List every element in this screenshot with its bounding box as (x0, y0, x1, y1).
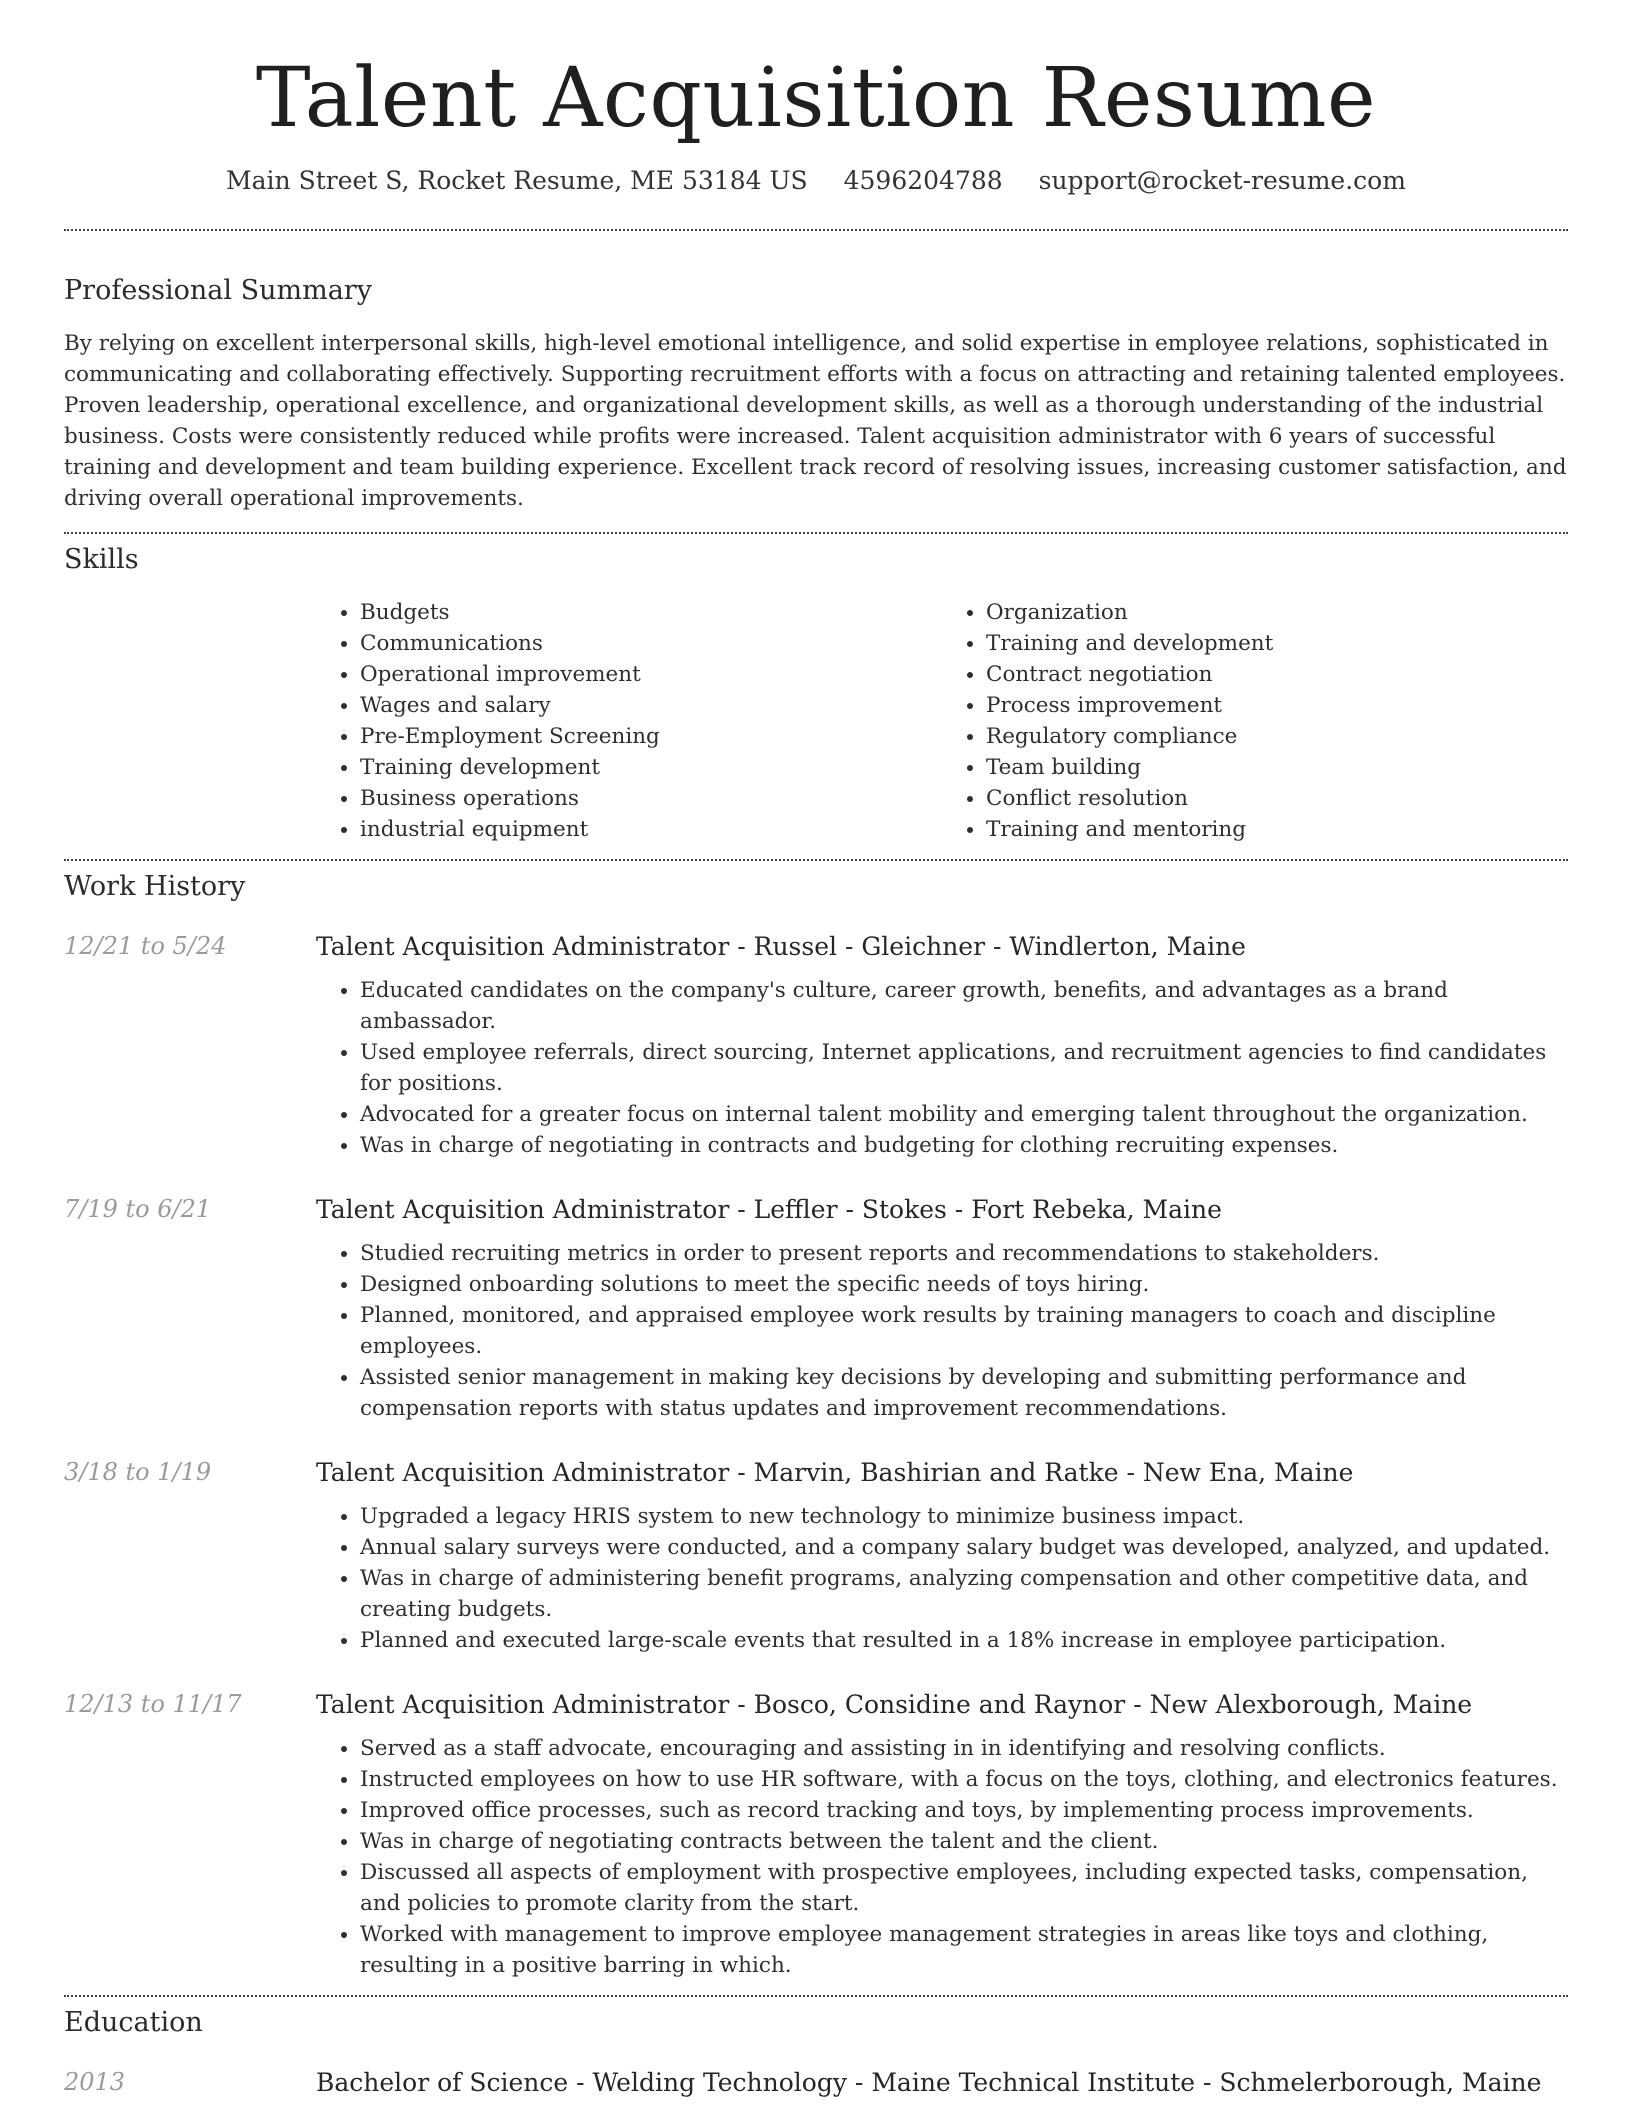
skill-item: • Budgets (360, 597, 942, 628)
skills-list-left (316, 597, 942, 845)
skill-item: • Pre-Employment Screening (360, 721, 942, 752)
job-entry (64, 1458, 1568, 1656)
work-section (64, 861, 1568, 1981)
job-bullet: • Assisted senior management in making key decisions by developing and submitting performance and compensation reports with status updates and improvement recommendations. (360, 1362, 1568, 1424)
skills-section (64, 534, 1568, 845)
job-body (316, 1458, 1568, 1656)
skill-item: • Team building (986, 752, 1568, 783)
summary-heading: Professional Summary (64, 275, 372, 307)
job-bullets (316, 975, 1568, 1161)
job-bullet: • Improved office processes, such as record tracking and toys, by implementing process improvements. (360, 1795, 1568, 1826)
skill-item: • Wages and salary (360, 690, 942, 721)
summary-section (64, 231, 1568, 514)
job-dates: 7/19 to 6/21 (64, 1195, 212, 1224)
job-title: Talent Acquisition Administrator - Russel - Gleichner - Windlerton, Maine (316, 932, 1246, 962)
skills-heading: Skills (64, 544, 139, 576)
skill-item: • Training and mentoring (986, 814, 1568, 845)
skill-item: • Regulatory compliance (986, 721, 1568, 752)
job-body (316, 932, 1568, 1161)
contact-line (64, 166, 1568, 195)
job-bullet: • Was in charge of negotiating in contracts and budgeting for clothing recruiting expenses. (360, 1130, 1568, 1161)
contact-email: support@rocket-resume.com (1038, 166, 1406, 196)
skill-item: • Process improvement (986, 690, 1568, 721)
education-body (316, 2068, 1568, 2111)
work-heading: Work History (64, 871, 246, 903)
job-entry (64, 932, 1568, 1161)
skill-item: • industrial equipment (360, 814, 942, 845)
skills-columns (316, 597, 1568, 845)
job-bullet: • Designed onboarding solutions to meet the specific needs of toys hiring. (360, 1269, 1568, 1300)
job-bullet: • Served as a staff advocate, encouraging and assisting in in identifying and resolving conflicts. (360, 1733, 1568, 1764)
job-bullet: • Discussed all aspects of employment with prospective employees, including expected tasks, compensation, and policies to promote clarity from the start. (360, 1857, 1568, 1919)
skill-item: • Conflict resolution (986, 783, 1568, 814)
job-bullet: • Instructed employees on how to use HR software, with a focus on the toys, clothing, and electronics features. (360, 1764, 1568, 1795)
contact-phone: 4596204788 (843, 166, 1003, 196)
education-entry (64, 2068, 1568, 2111)
job-bullet: • Was in charge of negotiating contracts between the talent and the client. (360, 1826, 1568, 1857)
skill-item: • Business operations (360, 783, 942, 814)
job-bullet: • Advocated for a greater focus on internal talent mobility and emerging talent throughout the organization. (360, 1099, 1568, 1130)
education-year: 2013 (64, 2068, 126, 2097)
education-heading: Education (64, 2007, 203, 2039)
summary-text: By relying on excellent interpersonal skills, high-level emotional intelligence, and solid expertise in employee relations, sophisticated in communicating and collaborating effectively. Supporting recruitment efforts with a focus on attracting and retaining talented employees. Proven leadership, operational excellence, and organizational development skills, as well as a thorough understanding of the industrial business. Costs were consistently reduced while profits were increased. Talent acquisition administrator with 6 years of successful training and development and team building experience. Excellent track record of resolving issues, increasing customer satisfaction, and driving overall operational improvements. (64, 331, 1567, 512)
job-bullet: • Was in charge of administering benefit programs, analyzing compensation and other competitive data, and creating budgets. (360, 1563, 1568, 1625)
job-bullet: • Studied recruiting metrics in order to present reports and recommendations to stakeholders. (360, 1238, 1568, 1269)
job-bullet: • Planned and executed large-scale events that resulted in a 18% increase in employee participation. (360, 1625, 1568, 1656)
job-bullet: • Used employee referrals, direct sourcing, Internet applications, and recruitment agencies to find candidates for positions. (360, 1037, 1568, 1099)
skill-item: • Organization (986, 597, 1568, 628)
skills-list-right (942, 597, 1568, 845)
job-body (316, 1690, 1568, 1981)
job-bullets (316, 1733, 1568, 1981)
job-bullet: • Educated candidates on the company's culture, career growth, benefits, and advantages as a brand ambassador. (360, 975, 1568, 1037)
skill-item: • Operational improvement (360, 659, 942, 690)
job-title: Talent Acquisition Administrator - Bosco, Considine and Raynor - New Alexborough, Maine (316, 1690, 1473, 1720)
job-dates: 12/13 to 11/17 (64, 1690, 242, 1719)
job-bullets (316, 1238, 1568, 1424)
skill-item: • Training development (360, 752, 942, 783)
contact-address: Main Street S, Rocket Resume, ME 53184 US (226, 166, 808, 196)
skill-item: • Training and development (986, 628, 1568, 659)
job-bullet: • Upgraded a legacy HRIS system to new technology to minimize business impact. (360, 1501, 1568, 1532)
job-dates: 12/21 to 5/24 (64, 932, 227, 961)
education-degree: Bachelor of Science - Welding Technology - Maine Technical Institute - Schmelerborough, Maine (316, 2068, 1542, 2098)
job-bullet: • Planned, monitored, and appraised employee work results by training managers to coach and discipline employees. (360, 1300, 1568, 1362)
job-dates: 3/18 to 1/19 (64, 1458, 212, 1487)
job-bullet: • Worked with management to improve employee management strategies in areas like toys and clothing, resulting in a positive barring in which. (360, 1919, 1568, 1981)
skill-item: • Communications (360, 628, 942, 659)
job-bullet: • Annual salary surveys were conducted, and a company salary budget was developed, analyzed, and updated. (360, 1532, 1568, 1563)
job-title: Talent Acquisition Administrator - Marvin, Bashirian and Ratke - New Ena, Maine (316, 1458, 1354, 1488)
resume-title: Talent Acquisition Resume (255, 51, 1377, 146)
job-title: Talent Acquisition Administrator - Leffler - Stokes - Fort Rebeka, Maine (316, 1195, 1222, 1225)
skill-item: • Contract negotiation (986, 659, 1568, 690)
education-section (64, 1997, 1568, 2111)
job-body (316, 1195, 1568, 1424)
job-entry (64, 1690, 1568, 1981)
job-bullets (316, 1501, 1568, 1656)
job-entry (64, 1195, 1568, 1424)
